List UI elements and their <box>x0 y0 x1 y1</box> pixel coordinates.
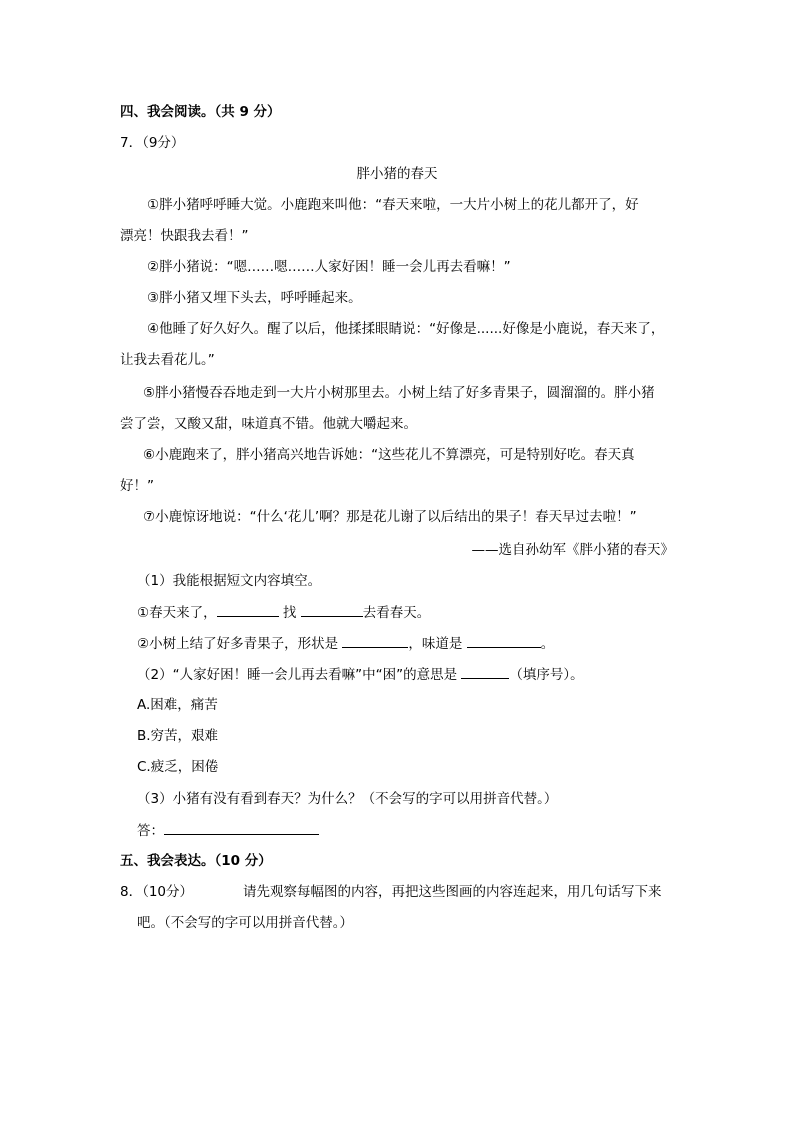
sub2-prompt-text: （2）“人家好困！睡一会儿再去看嘛”中“困”的意思是 <box>137 667 458 683</box>
paragraph-2: ②胖小猪说：“嗯……嗯……人家好困！睡一会儿再去看嘛！” <box>147 259 511 275</box>
passage-title: 胖小猪的春天 <box>356 166 438 182</box>
sub1-item2-text-a: ②小树上结了好多青果子，形状是 <box>137 636 339 652</box>
sub1-item2 <box>137 633 554 654</box>
sub1-item1-text-a: ①春天来了， <box>137 605 217 621</box>
sub3-answer <box>137 820 319 841</box>
answer-blank[interactable] <box>301 602 363 617</box>
paragraph-1-line2: 漂亮！快跟我去看！” <box>120 228 249 244</box>
sub1-item1-text-b: 找 <box>282 605 297 621</box>
answer-blank[interactable] <box>461 664 509 679</box>
answer-blank[interactable] <box>467 633 541 648</box>
answer-line[interactable] <box>164 820 319 835</box>
paragraph-3: ③胖小猪又埋下头去，呼呼睡起来。 <box>147 290 362 306</box>
section4-heading: 四、我会阅读。（共 9 分） <box>120 104 281 120</box>
option-b: B.穷苦，艰难 <box>137 728 219 744</box>
paragraph-7: ⑦小鹿惊讶地说：“什么‘花儿’啊？那是花儿谢了以后结出的果子！春天早过去啦！” <box>143 509 637 525</box>
paragraph-4-line1: ④他睡了好久好久。醒了以后，他揉揉眼睛说：“好像是......好像是小鹿说，春天来了， <box>147 321 665 337</box>
answer-blank[interactable] <box>342 633 408 648</box>
paragraph-1-line1: ①胖小猪呼呼睡大觉。小鹿跑来叫他：“春天来啦，一大片小树上的花儿都开了，好 <box>147 197 639 213</box>
section5-heading: 五、我会表达。（10 分） <box>120 853 272 869</box>
sub1-item2-text-c: 。 <box>540 636 555 652</box>
sub3-prompt: （3）小猪有没有看到春天？为什么？（不会写的字可以用拼音代替。） <box>137 791 558 807</box>
answer-blank[interactable] <box>217 602 279 617</box>
paragraph-4-line2: 让我去看花儿。” <box>120 352 215 368</box>
passage-source: ——选自孙幼军《胖小猪的春天》 <box>471 542 674 558</box>
question8-label: 8．（10分） <box>120 884 194 900</box>
question8-line2: 吧。（不会写的字可以用拼音代替。） <box>137 915 353 931</box>
paragraph-5-line2: 尝了尝，又酸又甜，味道真不错。他就大嚼起来。 <box>120 416 417 432</box>
sub2-suffix: （填序号）。 <box>509 667 584 683</box>
sub1-prompt: （1）我能根据短文内容填空。 <box>137 573 322 589</box>
sub2-prompt <box>137 664 584 685</box>
option-a: A.困难，痛苦 <box>137 697 218 713</box>
paragraph-5-line1: ⑤胖小猪慢吞吞地走到一大片小树那里去。小树上结了好多青果子，圆溜溜的。胖小猪 <box>143 385 655 401</box>
sub1-item2-text-b: ，味道是 <box>408 636 463 652</box>
option-c: C.疲乏，困倦 <box>137 759 219 775</box>
question7-label: 7．（9分） <box>120 135 185 151</box>
sub1-item1-text-c: 去看春天。 <box>362 605 431 621</box>
question8-line1: 请先观察每幅图的内容，再把这些图画的内容连起来，用几句话写下来 <box>243 884 662 900</box>
sub1-item1 <box>137 602 430 623</box>
paragraph-6-line1: ⑥小鹿跑来了，胖小猪高兴地告诉她：“这些花儿不算漂亮，可是特别好吃。春天真 <box>143 447 635 463</box>
paragraph-6-line2: 好！” <box>120 478 154 494</box>
answer-label: 答： <box>137 823 164 839</box>
